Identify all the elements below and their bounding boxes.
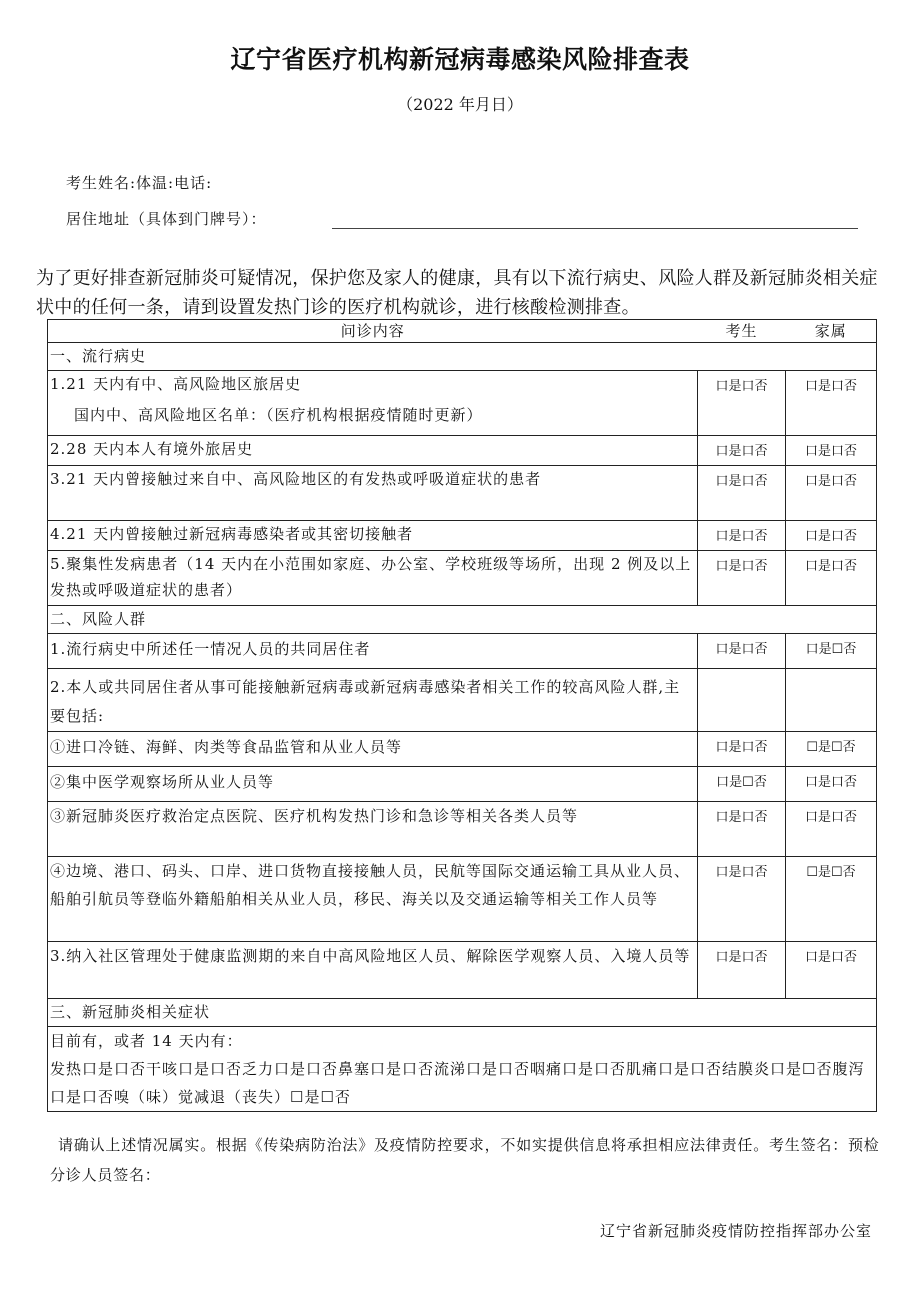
examinee-answer[interactable]: 口是口否	[698, 857, 786, 942]
table-row	[48, 802, 877, 857]
family-answer[interactable]: 口是口否	[786, 767, 877, 802]
examinee-answer[interactable]: 口是口否	[698, 371, 786, 436]
section-row	[48, 343, 877, 371]
examinee-answer[interactable]: 口是☐否	[698, 767, 786, 802]
family-answer[interactable]: ☐是☐否	[786, 732, 877, 767]
examinee-answer[interactable]	[698, 669, 786, 732]
header-content: 问诊内容	[48, 320, 698, 343]
section-row	[48, 999, 877, 1027]
table-row	[48, 767, 877, 802]
question-subtext: 国内中、高风险地区名单：（医疗机构根据疫情随时更新）	[74, 406, 483, 424]
screening-table	[47, 319, 877, 1112]
table-row	[48, 732, 877, 767]
symptoms-heading: 目前有，或者 14 天内有：	[50, 1032, 243, 1050]
address-blank-line[interactable]	[332, 228, 858, 229]
family-answer[interactable]: 口是口否	[786, 521, 877, 551]
examinee-answer[interactable]: 口是口否	[698, 551, 786, 606]
form-date: （2022 年月日）	[397, 95, 523, 114]
table-header-row	[48, 320, 877, 343]
table-row	[48, 436, 877, 466]
question-cell: 3.纳入社区管理处于健康监测期的来自中高风险地区人员、解除医学观察人员、入境人员等	[48, 942, 698, 999]
family-answer[interactable]: 口是口否	[786, 466, 877, 521]
question-cell: 2.本人或共同居住者从事可能接触新冠病毒或新冠病毒感染者相关工作的较高风险人群,主要包括:	[48, 669, 698, 732]
family-answer[interactable]: ☐是☐否	[786, 857, 877, 942]
family-answer[interactable]: 口是口否	[786, 802, 877, 857]
header-examinee: 考生	[698, 320, 786, 343]
family-answer[interactable]: 口是口否	[786, 942, 877, 999]
family-answer[interactable]: 口是口否	[786, 436, 877, 466]
examinee-answer[interactable]: 口是口否	[698, 802, 786, 857]
question-cell	[48, 371, 698, 436]
family-answer[interactable]: 口是口否	[786, 371, 877, 436]
symptoms-cell[interactable]	[48, 1027, 877, 1112]
question-cell: ④边境、港口、码头、口岸、进口货物直接接触人员，民航等国际交通运输工具从业人员、船舶引航员等登临外籍船舶相关从业人员，移民、海关以及交通运输等相关工作人员等	[48, 857, 698, 942]
personal-info-line: 考生姓名:体温:电话:	[66, 174, 213, 192]
table-row	[48, 551, 877, 606]
examinee-answer[interactable]: 口是口否	[698, 466, 786, 521]
question-cell: 2.28 天内本人有境外旅居史	[48, 436, 698, 466]
table-row	[48, 371, 877, 436]
section-risk-groups: 二、风险人群	[48, 606, 877, 634]
page-title: 辽宁省医疗机构新冠病毒感染风险排查表	[230, 45, 690, 74]
intro-paragraph: 为了更好排查新冠肺炎可疑情况，保护您及家人的健康，具有以下流行病史、风险人群及新冠肺炎相关症状中的任何一条，请到设置发热门诊的医疗机构就诊，进行核酸检测排查。	[36, 268, 878, 318]
section-row	[48, 606, 877, 634]
confirmation-statement: 请确认上述情况属实。根据《传染病防治法》及疫情防控要求，不如实提供信息将承担相应法律责任。考生签名：预检分诊人员签名：	[50, 1136, 880, 1184]
table-row	[48, 466, 877, 521]
question-cell: ①进口冷链、海鲜、肉类等食品监管和从业人员等	[48, 732, 698, 767]
issuing-office: 辽宁省新冠肺炎疫情防控指挥部办公室	[599, 1222, 872, 1240]
examinee-answer[interactable]: 口是口否	[698, 732, 786, 767]
question-cell: 3.21 天内曾接触过来自中、高风险地区的有发热或呼吸道症状的患者	[48, 466, 698, 521]
symptoms-checklist[interactable]: 发热口是口否干咳口是口否乏力口是口否鼻塞口是口否流涕口是口否咽痛口是口否肌痛口是口否结膜炎口是☐否腹泻口是口否嗅（味）觉减退（丧失）☐是☐否	[50, 1060, 865, 1106]
header-family: 家属	[786, 320, 877, 343]
table-row	[48, 942, 877, 999]
section-epidemic-history: 一、流行病史	[48, 343, 877, 371]
question-text: 1.21 天内有中、高风险地区旅居史	[50, 375, 302, 393]
symptoms-row	[48, 1027, 877, 1112]
question-cell: 1.流行病史中所述任一情况人员的共同居住者	[48, 634, 698, 669]
table-row	[48, 521, 877, 551]
section-symptoms: 三、新冠肺炎相关症状	[48, 999, 877, 1027]
table-row	[48, 857, 877, 942]
family-answer[interactable]: 口是☐否	[786, 634, 877, 669]
address-label: 居住地址（具体到门牌号）：	[66, 210, 267, 228]
table-row	[48, 634, 877, 669]
question-cell: 4.21 天内曾接触过新冠病毒感染者或其密切接触者	[48, 521, 698, 551]
examinee-answer[interactable]: 口是口否	[698, 521, 786, 551]
question-cell: ③新冠肺炎医疗救治定点医院、医疗机构发热门诊和急诊等相关各类人员等	[48, 802, 698, 857]
examinee-answer[interactable]: 口是口否	[698, 634, 786, 669]
examinee-answer[interactable]: 口是口否	[698, 436, 786, 466]
family-answer[interactable]: 口是口否	[786, 551, 877, 606]
question-cell: 5.聚集性发病患者（14 天内在小范围如家庭、办公室、学校班级等场所，出现 2 例及以上发热或呼吸道症状的患者）	[48, 551, 698, 606]
family-answer[interactable]	[786, 669, 877, 732]
table-row	[48, 669, 877, 732]
examinee-answer[interactable]: 口是口否	[698, 942, 786, 999]
question-cell: ②集中医学观察场所从业人员等	[48, 767, 698, 802]
